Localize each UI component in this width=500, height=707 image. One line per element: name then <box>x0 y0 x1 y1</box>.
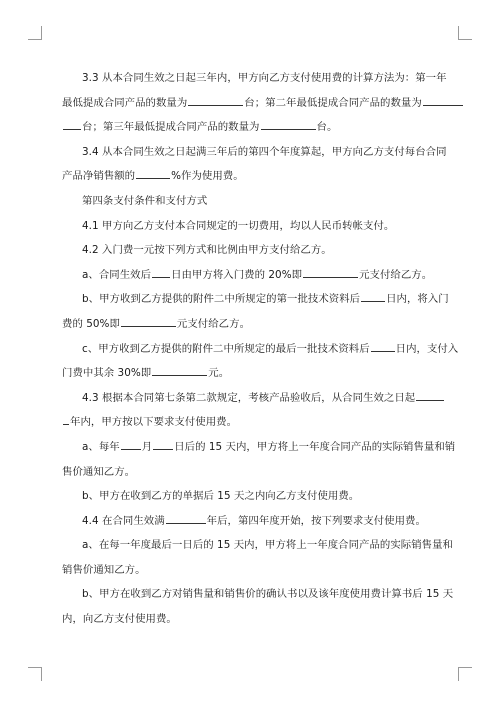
corner-mark-top-left <box>28 39 42 40</box>
corner-mark-bottom-left <box>41 667 42 681</box>
corner-mark-bottom-left <box>28 667 42 668</box>
paragraph-line: c、甲方收到乙方提供的附件二中所规定的最后一批技术资料后 日内，支付入 <box>62 337 442 362</box>
paragraph-line: 台；第三年最低提成合同产品的数量为 台。 <box>62 115 442 140</box>
paragraph-line: 4.1 甲方向乙方支付本合同规定的一切费用，均以人民币转帐支付。 <box>82 219 395 232</box>
paragraph-line: 内，向乙方支付使用费。 <box>62 613 177 626</box>
paragraph-line: a、在每一年度最后一日后的 15 天内，甲方将上一年度合同产品的实际销售量和 <box>82 539 453 552</box>
paragraph-line: b、甲方收到乙方提供的附件二中所规定的第一批技术资料后 日内，将入门 <box>62 287 442 312</box>
corner-mark-top-left <box>41 26 42 40</box>
paragraph-line: 售价通知乙方。 <box>62 465 136 478</box>
paragraph-line: 年内，甲方按以下要求支付使用费。 <box>62 410 442 435</box>
document-body <box>62 66 459 632</box>
paragraph-line: 产品净销售额的 %作为使用费。 <box>62 164 442 189</box>
corner-mark-top-right <box>458 26 459 40</box>
corner-mark-bottom-right <box>458 667 459 681</box>
paragraph-line: 3.4 从本合同生效之日起满三年后的第四个年度算起，甲方向乙方支付每台合同 <box>82 145 447 158</box>
paragraph-line: 4.4 在合同生效满 年后，第四年度开始，按下列要求支付使用费。 <box>62 509 442 534</box>
corner-mark-top-right <box>458 39 472 40</box>
paragraph-line: 4.2 入门费一元按下列方式和比例由甲方支付给乙方。 <box>82 244 332 257</box>
paragraph-line: b、甲方在收到乙方对销售量和销售价的确认书以及该年度使用费计算书后 15 天 <box>82 588 454 601</box>
paragraph-line: a、合同生效后 日由甲方将入门费的 20%即 元支付给乙方。 <box>62 263 442 288</box>
paragraph-line: 4.3 根据本合同第七条第二款规定，考核产品验收后，从合同生效之日起 <box>62 386 442 411</box>
paragraph-line: 门费中其余 30%即 元。 <box>62 361 442 386</box>
paragraph-line: b、甲方在收到乙方的单据后 15 天之内向乙方支付使用费。 <box>82 490 360 503</box>
paragraph-line: 销售价通知乙方。 <box>62 563 146 576</box>
corner-mark-bottom-right <box>458 667 472 668</box>
paragraph-line: 3.3 从本合同生效之日起三年内，甲方向乙方支付使用费的计算方法为：第一年 <box>82 72 447 84</box>
paragraph-line: 费的 50%即 元支付给乙方。 <box>62 312 442 337</box>
paragraph-line: 最低提成合同产品的数量为 台；第二年最低提成合同产品的数量为 <box>62 91 442 116</box>
paragraph-line: a、每年 月 日后的 15 天内，甲方将上一年度合同产品的实际销售量和销 <box>62 435 442 460</box>
section-heading: 第四条支付条件和支付方式 <box>82 194 208 207</box>
